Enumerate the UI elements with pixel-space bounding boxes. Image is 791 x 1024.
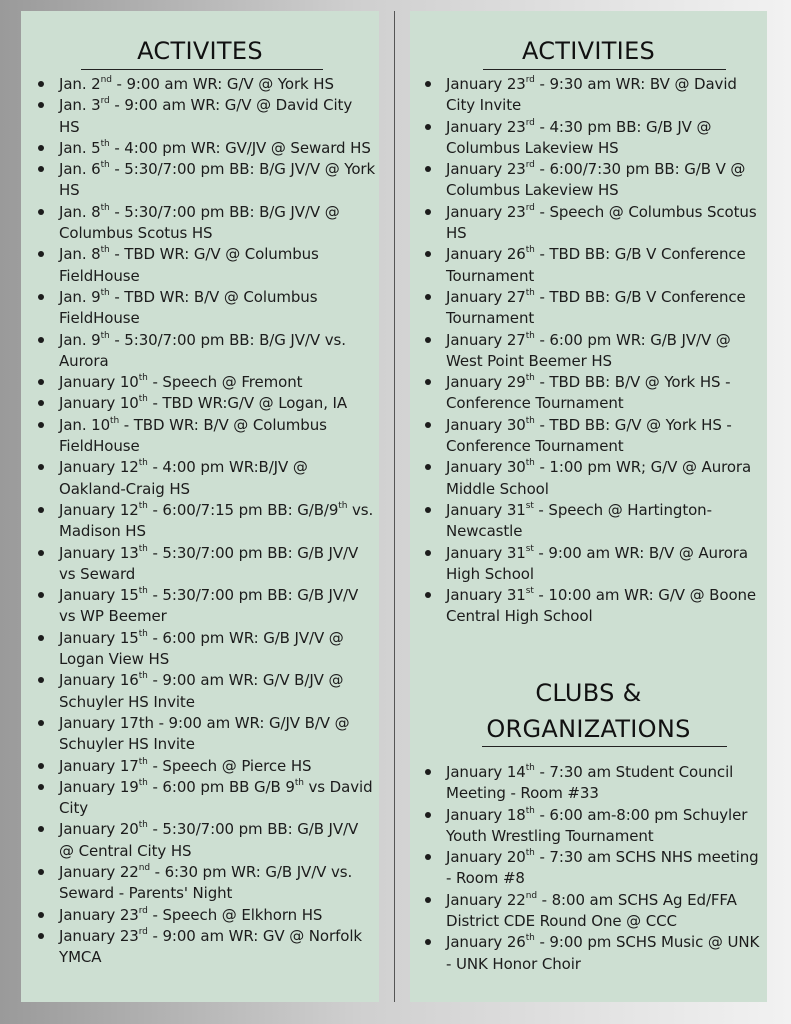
list-item [37, 330, 377, 373]
ordinal-suffix: st [525, 543, 534, 554]
item-text: Jan. 9 [59, 287, 101, 306]
list-item [424, 287, 767, 330]
item-text: January 29 [446, 373, 526, 392]
item-text: January 23 [446, 117, 526, 136]
item-text: January 27 [446, 330, 526, 349]
item-text: - 6:00 am-8:00 pm Schuyler Youth Wrestling Tournament [446, 805, 748, 845]
list-item [37, 670, 377, 713]
left-activities-heading: ACTIVITES [137, 37, 263, 65]
clubs-heading-line1: CLUBS & [535, 679, 642, 707]
item-text: January 17 [59, 756, 139, 775]
list-item [37, 713, 377, 756]
item-text: - 6:00 pm WR: G/B JV/V @ West Point Beemer HS [446, 330, 731, 370]
item-text: - 6:00/7:30 pm BB: G/B V @ Columbus Lakeview HS [446, 160, 746, 200]
list-item [424, 543, 767, 586]
item-text: vs. Madison HS [59, 500, 374, 541]
item-text: - 4:30 pm BB: G/B JV @ Columbus Lakeview HS [446, 117, 712, 157]
list-item [37, 138, 377, 159]
list-item [424, 500, 767, 543]
ordinal-suffix: th [525, 805, 535, 816]
item-text: - 9:00 am WR: G/V @ David City HS [59, 96, 353, 136]
item-text: - 10:00 am WR: G/V @ Boone Central High School [446, 586, 757, 626]
item-text: - TBD BB: G/B V Conference Tournament [446, 287, 746, 328]
ordinal-suffix: th [138, 373, 148, 384]
list-item [424, 805, 767, 848]
item-text: - 9:00 am WR: G/V @ York HS [111, 75, 334, 93]
ordinal-suffix: th [138, 756, 148, 767]
item-text: - 5:30/7:00 pm BB: G/B JV/V @ Central City HS [59, 820, 359, 860]
item-text: Jan. 8 [59, 202, 101, 221]
item-text: - TBD WR: B/V @ Columbus FieldHouse [59, 415, 327, 456]
clubs-heading-line2: ORGANIZATIONS [486, 715, 691, 743]
ordinal-suffix: th [100, 202, 110, 213]
item-text: January 31 [446, 543, 526, 562]
list-item [37, 585, 377, 628]
item-text: - 8:00 am SCHS Ag Ed/FFA District CDE Round One @ CCC [446, 890, 737, 931]
item-text: Jan. 10 [59, 415, 111, 434]
right-activities-panel [410, 11, 767, 1002]
item-text: January 18 [446, 805, 526, 824]
item-text: January 31 [446, 500, 526, 519]
list-item [424, 372, 767, 415]
list-item [37, 543, 377, 586]
list-item [424, 457, 767, 500]
item-text: January 23 [446, 75, 526, 93]
item-text: - Speech @ Elkhorn HS [147, 905, 323, 924]
ordinal-suffix: th [525, 458, 535, 469]
ordinal-suffix: th [138, 543, 148, 554]
item-text: - TBD BB: B/V @ York HS - Conference Tournament [446, 373, 731, 413]
item-text: January 26 [446, 245, 526, 264]
item-text: January 15 [59, 586, 139, 605]
ordinal-suffix: rd [138, 905, 148, 916]
item-text: January 15 [59, 628, 139, 647]
list-item [37, 628, 377, 671]
item-text: - 5:30/7:00 pm BB: G/B JV/V vs Seward [59, 543, 359, 583]
item-text: January 12 [59, 458, 139, 477]
item-text: Jan. 6 [59, 160, 101, 179]
clubs-heading-rule [482, 746, 727, 747]
list-item [424, 585, 767, 628]
item-text: January 26 [446, 933, 526, 952]
list-item [424, 932, 767, 975]
list-item [37, 372, 377, 393]
ordinal-suffix: rd [138, 926, 148, 937]
item-text: - Speech @ Fremont [147, 373, 303, 392]
ordinal-suffix: th [138, 586, 148, 597]
ordinal-suffix: th [138, 628, 148, 639]
item-text: January 23 [446, 160, 526, 179]
ordinal-suffix: th [100, 138, 110, 149]
list-item [37, 393, 377, 414]
item-text: January 10 [59, 373, 139, 392]
list-item [37, 202, 377, 245]
list-item [37, 415, 377, 458]
ordinal-suffix: th [100, 330, 110, 341]
left-heading-rule [81, 69, 323, 70]
ordinal-suffix: th [138, 671, 148, 682]
ordinal-suffix: th [525, 933, 535, 944]
left-activities-panel [21, 11, 379, 1002]
item-text: - Speech @ Pierce HS [147, 756, 312, 775]
ordinal-suffix: st [525, 586, 534, 597]
item-text: January 20 [59, 820, 139, 839]
list-item [424, 244, 767, 287]
item-text: Jan. 9 [59, 330, 101, 349]
item-text: January 16 [59, 671, 139, 690]
ordinal-suffix: nd [100, 75, 112, 85]
list-item [37, 159, 377, 202]
ordinal-suffix: th [100, 245, 110, 256]
item-text: January 31 [446, 586, 526, 605]
list-item [37, 905, 377, 926]
ordinal-suffix: th [100, 287, 110, 298]
list-item [37, 457, 377, 500]
list-item [37, 926, 377, 969]
ordinal-suffix: th [338, 500, 348, 511]
item-text: - 9:00 pm SCHS Music @ UNK - UNK Honor Choir [446, 933, 760, 973]
right-activities-list [424, 74, 767, 628]
ordinal-suffix: rd [525, 202, 535, 213]
ordinal-suffix: th [100, 160, 110, 171]
ordinal-suffix: th [138, 394, 148, 405]
ordinal-suffix: rd [525, 160, 535, 171]
item-text: January 13 [59, 543, 139, 562]
item-text: Jan. 8 [59, 245, 101, 264]
item-text: January 23 [59, 926, 139, 945]
item-text: - Speech @ Hartington-Newcastle [446, 500, 712, 541]
list-item [37, 777, 377, 820]
item-text: - 9:00 am WR: B/V @ Aurora High School [446, 543, 748, 583]
item-text: - TBD BB: G/V @ York HS - Conference Tournament [446, 415, 732, 456]
list-item [424, 159, 767, 202]
item-text: - TBD WR: G/V @ Columbus FieldHouse [59, 245, 319, 285]
list-item [37, 95, 377, 138]
list-item [424, 330, 767, 373]
right-heading-rule [483, 69, 726, 70]
item-text: January 20 [446, 848, 526, 867]
item-text: - 9:00 am WR: G/V B/JV @ Schuyler HS Invite [59, 671, 344, 711]
right-activities-heading: ACTIVITIES [521, 37, 656, 65]
ordinal-suffix: th [138, 458, 148, 469]
list-item [37, 287, 377, 330]
list-item [424, 847, 767, 890]
item-text: January 23 [59, 905, 139, 924]
item-text: vs David City [59, 777, 373, 818]
ordinal-suffix: nd [138, 862, 150, 873]
item-text: - 5:30/7:00 pm BB: B/G JV/V @ Columbus Scotus HS [59, 202, 340, 243]
item-text: January 30 [446, 458, 526, 477]
item-text: - 7:30 am Student Council Meeting - Room #33 [446, 763, 734, 803]
list-item [424, 415, 767, 458]
item-text: January 22 [446, 890, 526, 909]
ordinal-suffix: th [294, 777, 304, 788]
ordinal-suffix: rd [525, 117, 535, 128]
column-divider [394, 11, 395, 1002]
item-text: - 5:30/7:00 pm BB: B/G JV/V vs. Aurora [59, 330, 346, 370]
item-text: Jan. 3 [59, 96, 101, 115]
list-item [37, 74, 377, 95]
item-text: - Speech @ Columbus Scotus HS [446, 202, 757, 243]
ordinal-suffix: th [138, 500, 148, 511]
ordinal-suffix: th [110, 415, 120, 426]
item-text: January 10 [59, 394, 139, 413]
ordinal-suffix: th [525, 245, 535, 256]
item-text: - TBD BB: G/B V Conference Tournament [446, 245, 746, 285]
item-text: - 4:00 pm WR:B/JV @ Oakland-Craig HS [59, 458, 308, 498]
list-item [37, 756, 377, 777]
ordinal-suffix: th [525, 415, 535, 426]
ordinal-suffix: th [525, 763, 535, 773]
item-text: January 17th - 9:00 am WR: G/JV B/V @ Schuyler HS Invite [59, 713, 350, 754]
list-item [424, 117, 767, 160]
item-text: January 12 [59, 500, 139, 519]
item-text: January 30 [446, 415, 526, 434]
item-text: Jan. 2 [59, 75, 101, 93]
list-item [424, 74, 767, 117]
list-item [37, 500, 377, 543]
item-text: - 9:00 am WR: GV @ Norfolk YMCA [59, 926, 362, 967]
list-item [424, 762, 767, 805]
clubs-list [424, 762, 767, 975]
item-text: - TBD WR:G/V @ Logan, IA [147, 394, 348, 413]
item-text: - 6:00 pm BB G/B 9 [147, 777, 295, 796]
list-item [37, 244, 377, 287]
item-text: - 5:30/7:00 pm BB: B/G JV/V @ York HS [59, 160, 376, 200]
item-text: January 27 [446, 287, 526, 306]
list-item [424, 202, 767, 245]
item-text: - 5:30/7:00 pm BB: G/B JV/V vs WP Beemer [59, 586, 359, 626]
ordinal-suffix: rd [525, 75, 535, 85]
ordinal-suffix: nd [525, 890, 537, 901]
item-text: - 9:30 am WR: BV @ David City Invite [446, 75, 737, 115]
ordinal-suffix: th [138, 820, 148, 831]
item-text: January 23 [446, 202, 526, 221]
item-text: January 22 [59, 862, 139, 881]
item-text: Jan. 5 [59, 138, 101, 157]
item-text: - 6:00/7:15 pm BB: G/B/9 [147, 500, 339, 519]
left-activities-list [37, 74, 377, 968]
ordinal-suffix: th [525, 330, 535, 341]
item-text: - 4:00 pm WR: GV/JV @ Seward HS [109, 138, 371, 157]
ordinal-suffix: rd [100, 96, 110, 107]
list-item [424, 890, 767, 933]
ordinal-suffix: th [525, 848, 535, 859]
ordinal-suffix: th [525, 287, 535, 298]
list-item [37, 862, 377, 905]
item-text: - 6:00 pm WR: G/B JV/V @ Logan View HS [59, 628, 344, 669]
list-item [37, 819, 377, 862]
item-text: January 14 [446, 763, 526, 781]
ordinal-suffix: th [525, 373, 535, 384]
item-text: - 6:30 pm WR: G/B JV/V vs. Seward - Parents' Night [59, 862, 353, 903]
ordinal-suffix: th [138, 777, 148, 788]
item-text: January 19 [59, 777, 139, 796]
item-text: - TBD WR: B/V @ Columbus FieldHouse [59, 287, 318, 328]
item-text: - 7:30 am SCHS NHS meeting - Room #8 [446, 848, 759, 888]
item-text: - 1:00 pm WR; G/V @ Aurora Middle School [446, 458, 752, 498]
ordinal-suffix: st [525, 500, 534, 511]
